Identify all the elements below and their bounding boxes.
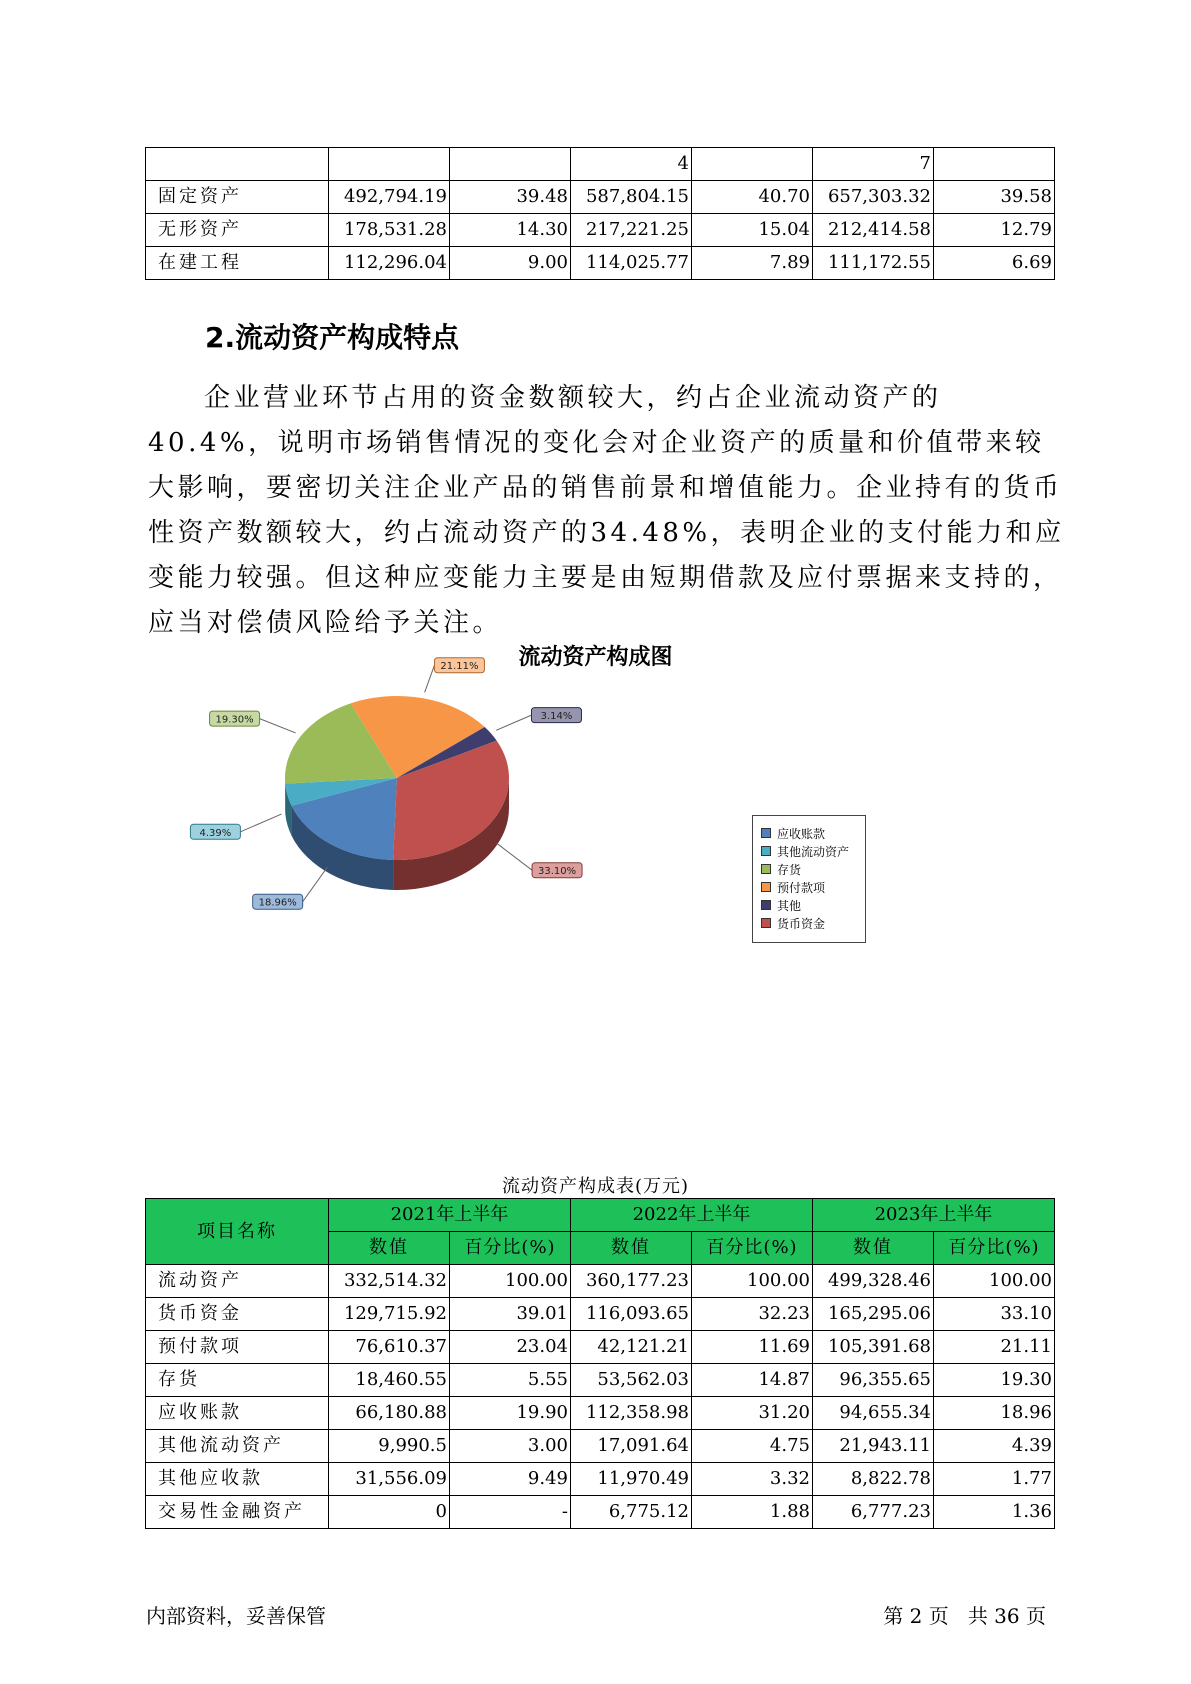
table-cell: 12.79 (934, 214, 1055, 247)
table-cell: 165,295.06 (813, 1298, 934, 1331)
table-cell: 116,093.65 (571, 1298, 692, 1331)
table-header-row (146, 1199, 1055, 1232)
footer-left: 内部资料，妥善保管 (146, 1604, 326, 1628)
row-name: 货币资金 (146, 1298, 329, 1331)
table-cell: 42,121.21 (571, 1331, 692, 1364)
chart-legend (752, 815, 866, 943)
row-name: 无形资产 (146, 214, 329, 247)
table-cell: 100.00 (450, 1265, 571, 1298)
table-cell: 6.69 (934, 247, 1055, 280)
legend-swatch (761, 900, 771, 910)
pie-data-label: 3.14% (540, 711, 573, 723)
table-cell: 17,091.64 (571, 1430, 692, 1463)
legend-item (761, 824, 865, 842)
table-cell: 9.00 (450, 247, 571, 280)
legend-label: 货币资金 (777, 916, 826, 931)
pie-leader-line (240, 814, 281, 832)
table-cell: 21.11 (934, 1331, 1055, 1364)
column-header-value: 数值 (813, 1232, 934, 1265)
table-cell: 4.75 (692, 1430, 813, 1463)
row-name: 其他应收款 (146, 1463, 329, 1496)
table-row (146, 1397, 1055, 1430)
fixed-assets-table (145, 147, 1055, 280)
table-row (146, 1298, 1055, 1331)
legend-label: 其他流动资产 (777, 844, 850, 859)
table-cell: 7.89 (692, 247, 813, 280)
column-header-year: 2021年上半年 (329, 1199, 571, 1232)
legend-swatch (761, 846, 771, 856)
table-cell: 499,328.46 (813, 1265, 934, 1298)
table-cell: 11.69 (692, 1331, 813, 1364)
table-cell: 94,655.34 (813, 1397, 934, 1430)
table-cell: 11,970.49 (571, 1463, 692, 1496)
table-cell: 114,025.77 (571, 247, 692, 280)
table-cell: 6,777.23 (813, 1496, 934, 1529)
row-name: 应收账款 (146, 1397, 329, 1430)
row-name: 在建工程 (146, 247, 329, 280)
table-row (146, 214, 1055, 247)
table-cell: 9,990.5 (329, 1430, 450, 1463)
table-cell: 40.70 (692, 181, 813, 214)
table-cell: 100.00 (934, 1265, 1055, 1298)
table-cell: 3.00 (450, 1430, 571, 1463)
legend-label: 预付款项 (777, 880, 826, 895)
table-cell: 39.48 (450, 181, 571, 214)
pie-data-label: 33.10% (537, 866, 577, 878)
table-cell: 33.10 (934, 1298, 1055, 1331)
row-name: 交易性金融资产 (146, 1496, 329, 1529)
table-cell: 14.30 (450, 214, 571, 247)
table-row (146, 1463, 1055, 1496)
table-cell: 4 (571, 148, 692, 181)
table-cell: 3.32 (692, 1463, 813, 1496)
table-cell: 14.87 (692, 1364, 813, 1397)
table-cell: 360,177.23 (571, 1265, 692, 1298)
current-assets-table (145, 1198, 1055, 1529)
table-cell: 6,775.12 (571, 1496, 692, 1529)
page-number: 第 2 页 共 36 页 (883, 1604, 1046, 1628)
legend-swatch (761, 918, 771, 928)
table-cell: 112,296.04 (329, 247, 450, 280)
legend-swatch (761, 864, 771, 874)
table-cell: 1.36 (934, 1496, 1055, 1529)
body-paragraph (148, 376, 1068, 646)
table-cell: 23.04 (450, 1331, 571, 1364)
table-row (146, 181, 1055, 214)
chart-title: 流动资产构成图 (518, 645, 673, 670)
table-cell: 15.04 (692, 214, 813, 247)
table-row (146, 1331, 1055, 1364)
row-name: 预付款项 (146, 1331, 329, 1364)
table-cell: 18.96 (934, 1397, 1055, 1430)
table-cell: 0 (329, 1496, 450, 1529)
table-cell: 7 (813, 148, 934, 181)
table-cell: 212,414.58 (813, 214, 934, 247)
legend-label: 其他 (777, 898, 802, 913)
table-cell: 4.39 (934, 1430, 1055, 1463)
row-name: 存货 (146, 1364, 329, 1397)
table-cell: 5.55 (450, 1364, 571, 1397)
pie-data-label: 18.96% (258, 897, 297, 909)
table-cell: 18,460.55 (329, 1364, 450, 1397)
pie-chart (199, 661, 600, 940)
table-cell: 492,794.19 (329, 181, 450, 214)
legend-item (761, 860, 865, 878)
table-cell: 31.20 (692, 1397, 813, 1430)
table-cell: 1.77 (934, 1463, 1055, 1496)
column-header-value: 数值 (571, 1232, 692, 1265)
table-cell: 19.90 (450, 1397, 571, 1430)
row-name: 固定资产 (146, 181, 329, 214)
table-row (146, 1364, 1055, 1397)
table-cell: 112,358.98 (571, 1397, 692, 1430)
row-name: 流动资产 (146, 1265, 329, 1298)
table-cell: 1.88 (692, 1496, 813, 1529)
table-caption: 流动资产构成表(万元) (501, 1176, 690, 1197)
table-cell: 178,531.28 (329, 214, 450, 247)
legend-item (761, 896, 865, 914)
table-cell: 39.01 (450, 1298, 571, 1331)
pie-data-label: 19.30% (215, 714, 254, 726)
pie-leader-line (496, 715, 531, 730)
section-heading: 2.流动资产构成特点 (205, 321, 460, 354)
row-name: 其他流动资产 (146, 1430, 329, 1463)
column-header-pct: 百分比(%) (934, 1232, 1055, 1265)
table-row (146, 1430, 1055, 1463)
column-header-pct: 百分比(%) (450, 1232, 571, 1265)
table-row (146, 247, 1055, 280)
table-cell: 657,303.32 (813, 181, 934, 214)
table-cell: 217,221.25 (571, 214, 692, 247)
column-header-value: 数值 (329, 1232, 450, 1265)
legend-item (761, 878, 865, 896)
table-cell: - (450, 1496, 571, 1529)
legend-label: 存货 (777, 862, 802, 877)
paragraph-text: 企业营业环节占用的资金数额较大，约占企业流动资产的40.4%，说明市场销售情况的变化会对企业资产的质量和价值带来较大影响，要密切关注企业产品的销售前景和增值能力。企业持有的货币性资产数额较大，约占流动资产的34.48%，表明企业的支付能力和应变能力较强。但这种应变能力主要是由短期借款及应付票据来支持的，应当对偿债风险给予关注。 (148, 383, 1065, 638)
column-header-year: 2023年上半年 (813, 1199, 1055, 1232)
pie-leader-line (497, 843, 532, 870)
legend-item (761, 842, 865, 860)
table-cell: 66,180.88 (329, 1397, 450, 1430)
table-cell: 587,804.15 (571, 181, 692, 214)
table-cell: 96,355.65 (813, 1364, 934, 1397)
pie-leader-line (303, 867, 328, 902)
table-cell: 111,172.55 (813, 247, 934, 280)
table-cell: 100.00 (692, 1265, 813, 1298)
table-row (146, 1496, 1055, 1529)
table-cell: 105,391.68 (813, 1331, 934, 1364)
pie-data-label: 21.11% (440, 661, 479, 673)
legend-swatch (761, 882, 771, 892)
table-cell: 129,715.92 (329, 1298, 450, 1331)
table-row (146, 1265, 1055, 1298)
table-cell: 9.49 (450, 1463, 571, 1496)
table-row (146, 148, 1055, 181)
legend-swatch (761, 828, 771, 838)
table-cell: 332,514.32 (329, 1265, 450, 1298)
table-cell: 53,562.03 (571, 1364, 692, 1397)
pie-slices (285, 696, 509, 860)
table-cell: 31,556.09 (329, 1463, 450, 1496)
table-cell: 76,610.37 (329, 1331, 450, 1364)
pie-data-label: 4.39% (199, 827, 232, 839)
pie-leader-line (260, 719, 296, 733)
table-cell: 39.58 (934, 181, 1055, 214)
table-cell: 32.23 (692, 1298, 813, 1331)
column-header-pct: 百分比(%) (692, 1232, 813, 1265)
table-cell: 19.30 (934, 1364, 1055, 1397)
column-header-name: 项目名称 (146, 1199, 329, 1265)
legend-label: 应收账款 (777, 826, 826, 841)
column-header-year: 2022年上半年 (571, 1199, 813, 1232)
table-cell: 21,943.11 (813, 1430, 934, 1463)
table-cell: 8,822.78 (813, 1463, 934, 1496)
legend-item (761, 914, 865, 932)
